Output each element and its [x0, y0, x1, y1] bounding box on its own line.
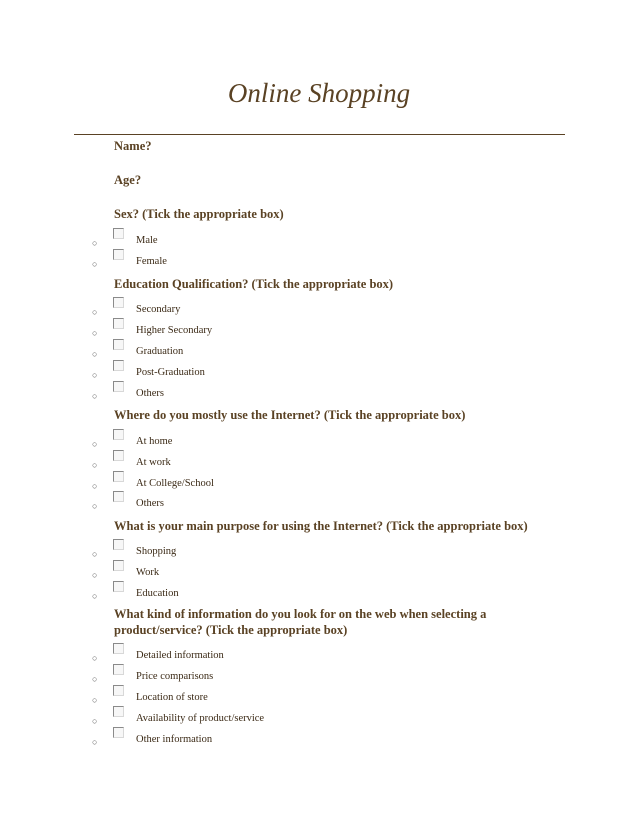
option-label: Male — [136, 235, 158, 246]
checkbox-place-others[interactable] — [113, 491, 124, 502]
checkbox-education-purpose[interactable] — [113, 581, 124, 592]
option-location-of-store[interactable] — [0, 690, 638, 710]
option-label: Price comparisons — [136, 671, 214, 682]
option-label: At College/School — [136, 478, 214, 489]
option-label: Location of store — [136, 692, 208, 703]
option-at-college[interactable] — [0, 476, 638, 496]
bullet-icon: ○ — [92, 653, 98, 663]
bullet-icon: ○ — [92, 460, 98, 470]
option-education-purpose[interactable] — [0, 586, 638, 606]
page-title: Online Shopping — [227, 78, 411, 108]
option-label: Secondary — [136, 304, 181, 315]
bullet-icon: ○ — [92, 307, 98, 317]
option-female[interactable] — [0, 254, 638, 274]
question-info-line2: product/service? (Tick the appropriate box) — [114, 623, 348, 637]
option-detailed-info[interactable] — [0, 648, 638, 668]
option-label: Post-Graduation — [136, 367, 205, 378]
checkbox-at-work[interactable] — [113, 450, 124, 461]
bullet-icon: ○ — [92, 737, 98, 747]
option-label: Others — [136, 498, 164, 509]
question-info-line1: What kind of information do you look for on the web when selecting a — [114, 607, 487, 621]
checkbox-availability[interactable] — [113, 706, 124, 717]
bullet-icon: ○ — [92, 349, 98, 359]
bullet-icon: ○ — [92, 370, 98, 380]
option-secondary[interactable] — [0, 302, 638, 322]
title-divider — [74, 134, 565, 135]
checkbox-secondary[interactable] — [113, 297, 124, 308]
checkbox-female[interactable] — [113, 249, 124, 260]
bullet-icon: ○ — [92, 695, 98, 705]
bullet-icon: ○ — [92, 570, 98, 580]
option-label: At home — [136, 436, 173, 447]
option-label: Work — [136, 567, 160, 578]
option-label: Detailed information — [136, 650, 224, 661]
checkbox-at-home[interactable] — [113, 429, 124, 440]
checkbox-detailed-info[interactable] — [113, 643, 124, 654]
checkbox-location-of-store[interactable] — [113, 685, 124, 696]
checkbox-other-information[interactable] — [113, 727, 124, 738]
option-at-home[interactable] — [0, 434, 638, 454]
bullet-icon: ○ — [92, 591, 98, 601]
option-label: Availability of product/service — [136, 713, 265, 724]
checkbox-graduation[interactable] — [113, 339, 124, 350]
checkbox-shopping[interactable] — [113, 539, 124, 550]
checkbox-male[interactable] — [113, 228, 124, 239]
bullet-icon: ○ — [92, 259, 98, 269]
option-post-graduation[interactable] — [0, 365, 638, 385]
question-info — [114, 606, 554, 638]
option-at-work[interactable] — [0, 455, 638, 475]
option-graduation[interactable] — [0, 344, 638, 364]
bullet-icon: ○ — [92, 391, 98, 401]
option-label: Education — [136, 588, 179, 599]
option-label: Female — [136, 256, 167, 267]
option-higher-secondary[interactable] — [0, 323, 638, 343]
question-age: Age? — [114, 173, 142, 187]
checkbox-education-others[interactable] — [113, 381, 124, 392]
option-availability[interactable] — [0, 711, 638, 731]
option-label: Shopping — [136, 546, 177, 557]
bullet-icon: ○ — [92, 439, 98, 449]
question-sex: Sex? (Tick the appropriate box) — [114, 207, 284, 221]
bullet-icon: ○ — [92, 716, 98, 726]
checkbox-work[interactable] — [113, 560, 124, 571]
option-other-information[interactable] — [0, 732, 638, 752]
option-male[interactable] — [0, 233, 638, 253]
checkbox-at-college[interactable] — [113, 471, 124, 482]
question-education: Education Qualification? (Tick the appropriate box) — [114, 277, 394, 291]
question-internet-place: Where do you mostly use the Internet? (Tick the appropriate box) — [114, 408, 466, 422]
option-price-comparisons[interactable] — [0, 669, 638, 689]
option-label: Other information — [136, 734, 213, 745]
bullet-icon: ○ — [92, 481, 98, 491]
option-label: Higher Secondary — [136, 325, 213, 336]
option-label: At work — [136, 457, 171, 468]
bullet-icon: ○ — [92, 238, 98, 248]
checkbox-post-graduation[interactable] — [113, 360, 124, 371]
checkbox-price-comparisons[interactable] — [113, 664, 124, 675]
option-label: Others — [136, 388, 164, 399]
option-shopping[interactable] — [0, 544, 638, 564]
option-label: Graduation — [136, 346, 184, 357]
option-education-others[interactable] — [0, 386, 638, 406]
option-work[interactable] — [0, 565, 638, 585]
option-place-others[interactable] — [0, 496, 638, 516]
checkbox-higher-secondary[interactable] — [113, 318, 124, 329]
bullet-icon: ○ — [92, 674, 98, 684]
bullet-icon: ○ — [92, 549, 98, 559]
question-purpose: What is your main purpose for using the Internet? (Tick the appropriate box) — [114, 519, 528, 533]
question-name: Name? — [114, 139, 152, 153]
bullet-icon: ○ — [92, 328, 98, 338]
bullet-icon: ○ — [92, 501, 98, 511]
